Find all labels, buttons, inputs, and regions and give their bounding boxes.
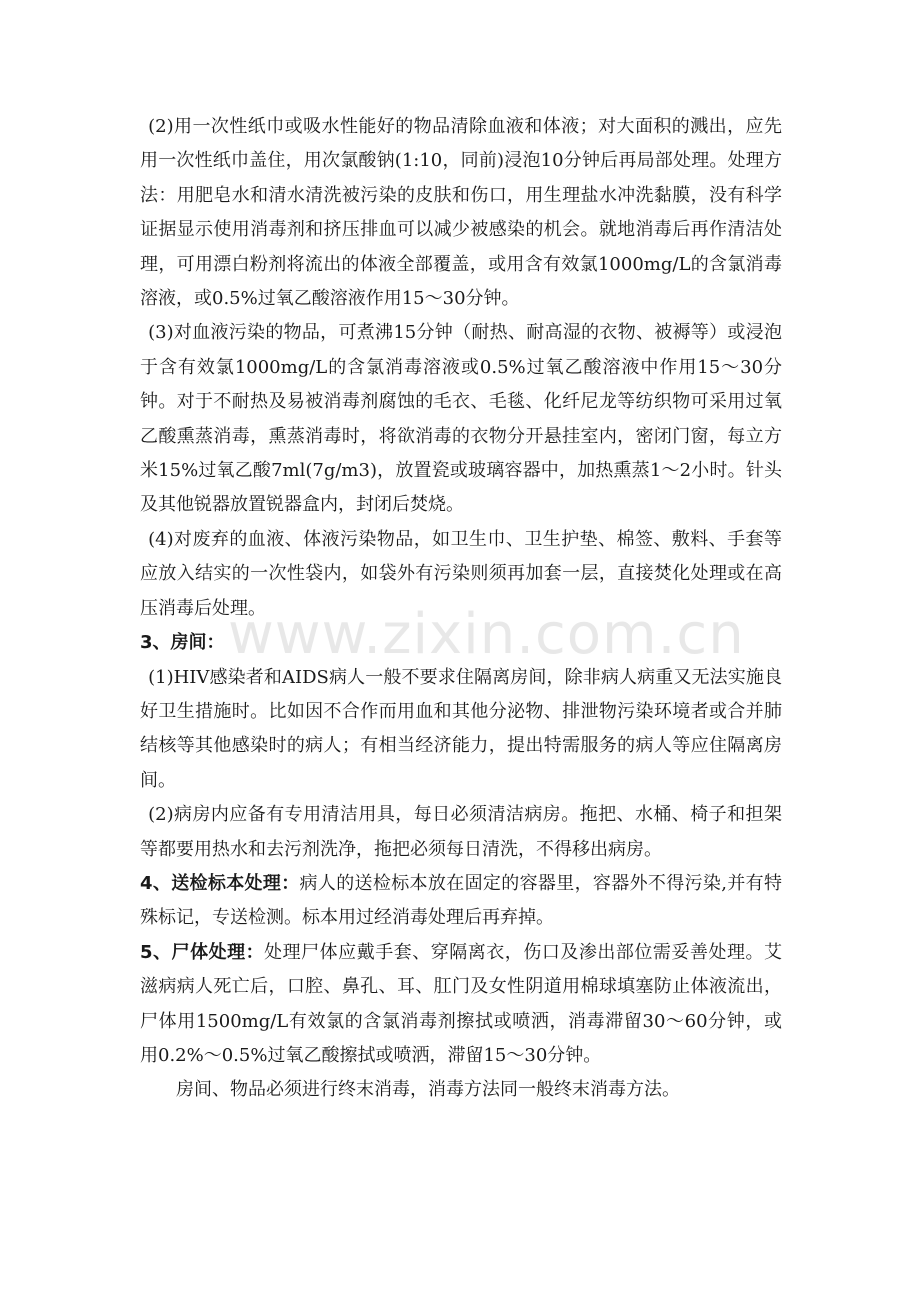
paragraph-item-2: (2)用一次性纸巾或吸水性能好的物品清除血液和体液；对大面积的溅出，应先用一次性纸巾盖住，用次氯酸钠(1:10，同前)浸泡10分钟后再局部处理。处理方法：用肥皂水和清水清洗被污染的皮肤和伤口，用生理盐水冲洗黏膜，没有科学证据显示使用消毒剂和挤压排血可以减少被感染的机会。就地消毒后再作清洁处理，可用漂白粉剂将流出的体液全部覆盖，或用含有效氯1000mg/L的含氯消毒溶液，或0.5%过氧乙酸溶液作用15～30分钟。 bbox=[140, 116, 782, 310]
room-paragraph-1: (1)HIV感染者和AIDS病人一般不要求住隔离房间，除非病人病重又无法实施良好卫生措施时。比如因不合作而用血和其他分泌物、排泄物污染环境者或合并肺结核等其他感染时的病人；有相当经济能力，提出特需服务的病人等应住隔离房间。 bbox=[140, 666, 782, 791]
section-3-heading bbox=[140, 626, 782, 660]
section-5-title: 5、尸体处理： bbox=[140, 941, 265, 963]
paragraph-item-3: (3)对血液污染的物品，可煮沸15分钟（耐热、耐高湿的衣物、被褥等）或浸泡于含有效氯1000mg/L的含氯消毒溶液或0.5%过氧乙酸溶液中作用15～30分钟。对于不耐热及易被消毒剂腐蚀的毛衣、毛毯、化纤尼龙等纺织物可采用过氧乙酸熏蒸消毒，熏蒸消毒时，将欲消毒的衣物分开悬挂室内，密闭门窗，每立方米15%过氧乙酸7ml(7g/m3)，放置瓷或玻璃容器中，加热熏蒸1～2小时。针头及其他锐器放置锐器盒内，封闭后焚烧。 bbox=[140, 322, 782, 516]
paragraph-item-4: (4)对废弃的血液、体液污染物品，如卫生巾、卫生护垫、棉签、敷料、手套等应放入结实的一次性袋内，如袋外有污染则须再加套一层，直接焚化处理或在高压消毒后处理。 bbox=[140, 528, 782, 619]
section-4-paragraph bbox=[140, 867, 782, 936]
room-paragraph-2: (2)病房内应备有专用清洁用具，每日必须清洁病房。拖把、水桶、椅子和担架等都要用热水和去污剂洗净，拖把必须每日清洗，不得移出病房。 bbox=[140, 804, 782, 860]
watermark-text: www.zixin.com.cn bbox=[228, 602, 745, 667]
closing-paragraph: 房间、物品必须进行终末消毒，消毒方法同一般终末消毒方法。 bbox=[176, 1079, 680, 1101]
section-4-title: 4、送检标本处理： bbox=[140, 872, 300, 894]
section-4-text: 病人的送检标本放在固定的容器里，容器外不得污染,并有特殊标记，专送检测。标本用过经消毒处理后再弃掉。 bbox=[140, 872, 782, 929]
document-body bbox=[140, 110, 782, 1108]
section-3-title: 3、房间： bbox=[140, 632, 225, 654]
section-5-text: 处理尸体应戴手套、穿隔离衣，伤口及渗出部位需妥善处理。艾滋病病人死亡后，口腔、鼻孔、耳、肛门及女性阴道用棉球填塞防止体液流出，尸体用1500mg/L有效氯的含氯消毒剂擦拭或喷洒，消毒滞留30～60分钟，或用0.2%～0.5%过氧乙酸擦拭或喷洒，滞留15～30分钟。 bbox=[140, 941, 782, 1066]
section-5-paragraph bbox=[140, 936, 782, 1074]
